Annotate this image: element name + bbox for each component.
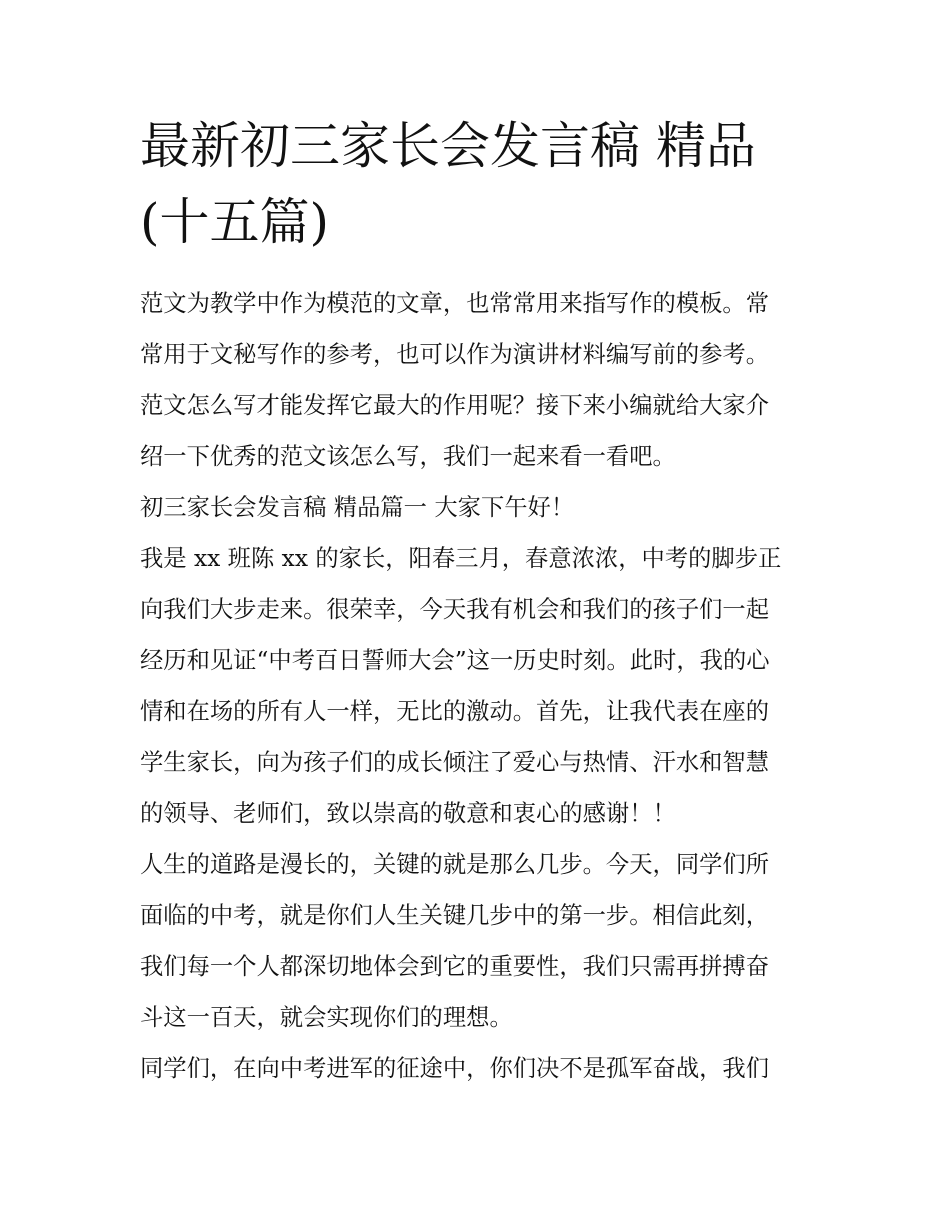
body-line: 范文怎么写才能发挥它最大的作用呢？接下来小编就给大家介 <box>140 392 770 419</box>
title-line: (十五篇) <box>140 193 330 251</box>
body-line: 我是 xx 班陈 xx 的家长，阳春三月，春意浓浓，中考的脚步正 <box>140 545 782 572</box>
section-heading-line: 初三家长会发言稿 精品篇一 大家下午好！ <box>140 494 575 521</box>
body-line: 的领导、老师们，致以崇高的敬意和衷心的感谢！！ <box>140 800 676 827</box>
body-line: 斗这一百天，就会实现你们的理想。 <box>140 1004 513 1031</box>
document-title <box>140 108 830 260</box>
document-body <box>140 278 830 1094</box>
body-line: 常用于文秘写作的参考，也可以作为演讲材料编写前的参考。 <box>140 341 770 368</box>
body-line: 向我们大步走来。很荣幸，今天我有机会和我们的孩子们一起 <box>140 596 770 623</box>
title-line: 最新初三家长会发言稿 精品 <box>140 117 756 175</box>
body-line: 人生的道路是漫长的，关键的就是那么几步。今天，同学们所 <box>140 851 770 878</box>
body-line: 情和在场的所有人一样，无比的激动。首先，让我代表在座的 <box>140 698 770 725</box>
body-line: 面临的中考，就是你们人生关键几步中的第一步。相信此刻， <box>140 902 770 929</box>
body-line: 学生家长，向为孩子们的成长倾注了爱心与热情、汗水和智慧 <box>140 749 770 776</box>
body-line: 我们每一个人都深切地体会到它的重要性，我们只需再拼搏奋 <box>140 953 770 980</box>
body-line: 同学们，在向中考进军的征途中，你们决不是孤军奋战，我们 <box>140 1055 770 1082</box>
body-line: 经历和见证“中考百日誓师大会”这一历史时刻。此时，我的心 <box>140 647 770 674</box>
body-line: 绍一下优秀的范文该怎么写，我们一起来看一看吧。 <box>140 443 676 470</box>
body-line: 范文为教学中作为模范的文章，也常常用来指写作的模板。常 <box>140 290 770 317</box>
